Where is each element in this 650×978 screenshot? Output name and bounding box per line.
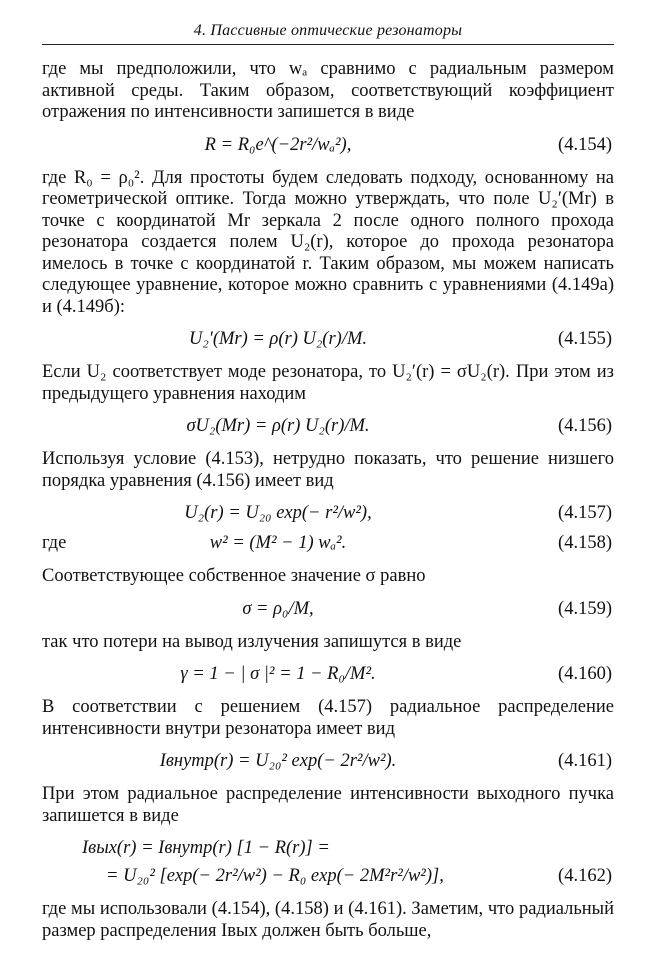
equation-line-1: Iвых(r) = Iвнутр(r) [1 − R(r)] = (82, 838, 330, 858)
equation-line-2: = U₂₀² [exp(− 2r²/w²) − R₀ exp(− 2M²r²/w²)], (106, 866, 444, 886)
equation-body: w² = (M² − 1) wₐ². (209, 533, 347, 553)
equation-body: R = R₀e^(−2r²/wₐ²), (204, 134, 352, 155)
equation-4-154 (42, 132, 614, 158)
paragraph-2: где R₀ = ρ₀². Для простоты будем следовать подходу, основанному на геометрической оптике. Тогда можно утверждать, что поле U₂′(Mr) в точке с координатой Mr зеркала 2 после одного полного прохода резонатора создается полем U₂(r), которое до прохода резонатора имелось в точке с координатой r. Таким образом, мы можем написать следующее уравнение, которое можно сравнить с уравнениями (4.149а) и (4.149б): (42, 167, 614, 317)
equation-number: (4.157) (558, 503, 612, 523)
equation-4-155 (42, 326, 614, 352)
paragraph-8: При этом радиальное распределение интенсивности выходного пучка запишется в виде (42, 784, 614, 826)
equation-4-160 (42, 661, 614, 687)
equation-4-158 (42, 530, 614, 556)
equation-number: (4.159) (558, 598, 612, 619)
equation-number: (4.161) (558, 751, 612, 771)
paragraph-6: так что потери на вывод излучения запишутся в виде (42, 631, 462, 652)
equation-body: U₂(r) = U₂₀ exp(− r²/w²), (184, 503, 372, 523)
paragraph-1: где мы предположили, что wₐ сравнимо с радиальным размером активной среды. Таким образом, соответствующий коэффициент отражения по интенсивности запишется в виде (42, 59, 614, 122)
equation-number: (4.162) (558, 866, 612, 886)
equation-4-157 (42, 500, 614, 526)
paragraph-7: В соответствии с решением (4.157) радиальное распределение интенсивности внутри резонатора имеет вид (42, 697, 614, 739)
paragraph-9: где мы использовали (4.154), (4.158) и (4.161). Заметим, что радиальный размер распределения Iвых должен быть больше, (42, 899, 614, 941)
equation-number: (4.154) (558, 134, 612, 155)
equation-number: (4.155) (558, 329, 612, 349)
equation-body: σ = ρ₀/M, (242, 598, 314, 619)
equation-4-159 (42, 596, 614, 622)
paragraph-3: Если U₂ соответствует моде резонатора, то U₂′(r) = σU₂(r). При этом из предыдущего уравнения находим (42, 362, 614, 404)
equation-body: γ = 1 − | σ |² = 1 − R₀/M². (180, 664, 376, 684)
equation-4-162 (42, 835, 614, 889)
running-header: 4. Пассивные оптические резонаторы (42, 22, 614, 45)
equation-4-161 (42, 748, 614, 774)
where-label: где (42, 533, 67, 553)
book-page (42, 22, 614, 942)
equation-4-156 (42, 413, 614, 439)
equation-body: σU₂(Mr) = ρ(r) U₂(r)/M. (186, 416, 370, 436)
equation-body: U₂′(Mr) = ρ(r) U₂(r)/M. (188, 329, 368, 349)
equation-body: Iвнутр(r) = U₂₀² exp(− 2r²/w²). (159, 751, 397, 771)
equation-number: (4.158) (558, 533, 612, 553)
paragraph-5: Соответствующее собственное значение σ равно (42, 566, 426, 586)
equation-number: (4.160) (558, 664, 612, 684)
paragraph-4: Используя условие (4.153), нетрудно показать, что решение низшего порядка уравнения (4.156) имеет вид (42, 449, 614, 491)
equation-number: (4.156) (558, 416, 612, 436)
